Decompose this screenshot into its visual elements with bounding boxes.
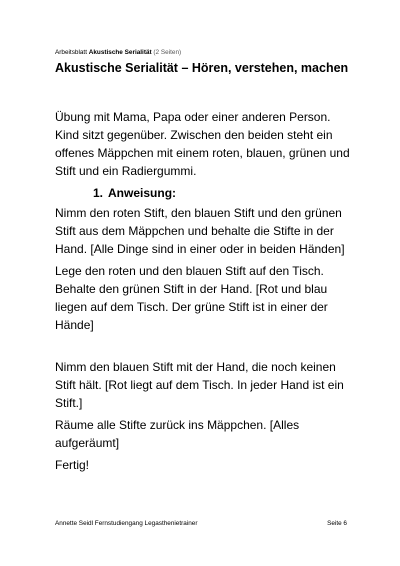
worksheet-header [55,49,355,57]
step-5: Fertig! [55,458,90,472]
page-title: Akustische Serialität – Hören, verstehen, machen [55,61,349,75]
step-1: Nimm den roten Stift, den blauen Stift und den grünen Stift aus dem Mäppchen und behalte die Stifte in der Hand. [Alle Dinge sind in einer oder in beiden Händen] [55,206,345,256]
header-prefix: Arbeitsblatt [55,49,87,56]
footer-author: Annette Seidl Fernstudiengang Legasthenietrainer [55,520,198,527]
instruction-number: 1. [93,186,104,200]
intro-paragraph: Übung mit Mama, Papa oder einer anderen Person. Kind sitzt gegenüber. Zwischen den beiden steht ein offenes Mäppchen mit einem roten, blauen, grünen und Stift und ein Radiergummi. [55,110,350,178]
step-2: Lege den roten und den blauen Stift auf den Tisch. Behalte den grünen Stift in der Hand. [Rot und blau liegen auf dem Tisch. Der grüne Stift ist in einer der Hände] [55,264,328,332]
step-4: Räume alle Stifte zurück ins Mäppchen. [Alles aufgeräumt] [55,418,300,450]
step-3: Nimm den blauen Stift mit der Hand, die noch keinen Stift hält. [Rot liegt auf dem Tisch. In jeder Hand ist ein Stift.] [55,360,344,410]
page-footer [55,520,347,528]
header-topic: Akustische Serialität [88,49,152,56]
worksheet-body [55,108,355,474]
header-pages: (2 Seiten) [153,49,182,56]
instruction-label: Anweisung: [108,186,177,200]
footer-page-number: Seite 6 [327,520,347,527]
instruction-heading [93,184,355,202]
